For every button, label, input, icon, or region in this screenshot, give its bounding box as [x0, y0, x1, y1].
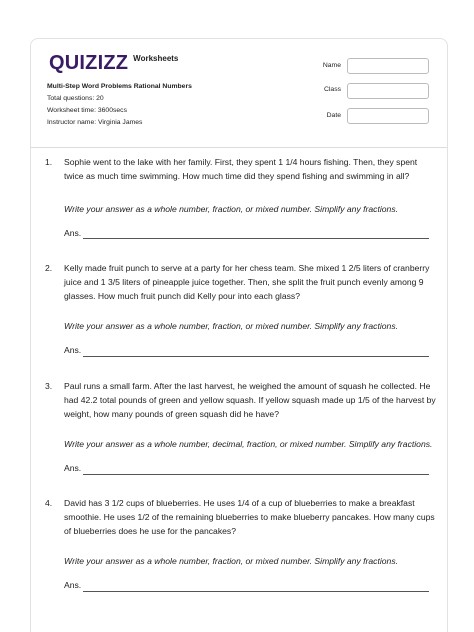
answer-instruction: Write your answer as a whole number, fraction, or mixed number. Simplify any fractions.: [64, 556, 399, 566]
name-field[interactable]: [347, 58, 429, 74]
question-number: 4.: [45, 498, 53, 508]
question-text: Paul runs a small farm. After the last harvest, he weighed the amount of squash he collected. He had 42.2 total pounds of green and yellow squash. If yellow squash made up 1/5 of the harvest by weight, how many pounds of green squash did he have?: [64, 381, 436, 419]
answer-label: Ans.: [64, 228, 82, 238]
answer-line[interactable]: [83, 356, 429, 357]
answer-line[interactable]: [83, 238, 429, 239]
class-label: Class: [324, 86, 341, 93]
answer-instruction: Write your answer as a whole number, fraction, or mixed number. Simplify any fractions.: [64, 321, 399, 331]
answer-line[interactable]: [83, 474, 429, 475]
question-number: 2.: [45, 263, 53, 273]
worksheet-time: Worksheet time: 3600secs: [47, 107, 127, 114]
answer-instruction: Write your answer as a whole number, decimal, fraction, or mixed number. Simplify any fractions.: [64, 439, 433, 449]
question-text: Sophie went to the lake with her family. First, they spent 1 1/4 hours fishing. Then, they spent twice as much time swimming. How much time did they spend fishing and swimming in all?: [64, 157, 418, 181]
logo-wordmark: QUIZIZZ: [49, 52, 129, 74]
worksheet-title: Multi-Step Word Problems Rational Numbers: [47, 83, 192, 90]
worksheet-meta: [47, 81, 192, 129]
quizizz-logo: [49, 53, 178, 73]
worksheet-page: [30, 38, 448, 632]
answer-instruction: Write your answer as a whole number, fraction, or mixed number. Simplify any fractions.: [64, 204, 399, 214]
total-questions: Total questions: 20: [47, 95, 104, 102]
question-number: 3.: [45, 381, 53, 391]
question-text: David has 3 1/2 cups of blueberries. He uses 1/4 of a cup of blueberries to make a breakfast smoothie. He uses 1/2 of the remaining blueberries to make blueberry pancakes. How many cups of blueberries does he use for the pancakes?: [64, 498, 435, 536]
instructor-name: Instructor name: Virginia James: [47, 119, 143, 126]
logo-subtitle: Worksheets: [133, 54, 179, 63]
answer-label: Ans.: [64, 463, 82, 473]
answer-label: Ans.: [64, 345, 82, 355]
answer-line[interactable]: [83, 591, 429, 592]
header-divider: [31, 147, 447, 148]
name-label: Name: [322, 62, 341, 69]
question-number: 1.: [45, 157, 53, 167]
question-text: Kelly made fruit punch to serve at a party for her chess team. She mixed 1 2/5 liters of cranberry juice and 1 3/5 liters of pineapple juice together. Then, she split the fruit punch evenly among 9 glasses. How much fruit punch did Kelly pour into each glass?: [64, 263, 430, 301]
class-field[interactable]: [347, 83, 429, 99]
answer-label: Ans.: [64, 580, 82, 590]
date-field[interactable]: [347, 108, 429, 124]
date-label: Date: [326, 112, 341, 119]
